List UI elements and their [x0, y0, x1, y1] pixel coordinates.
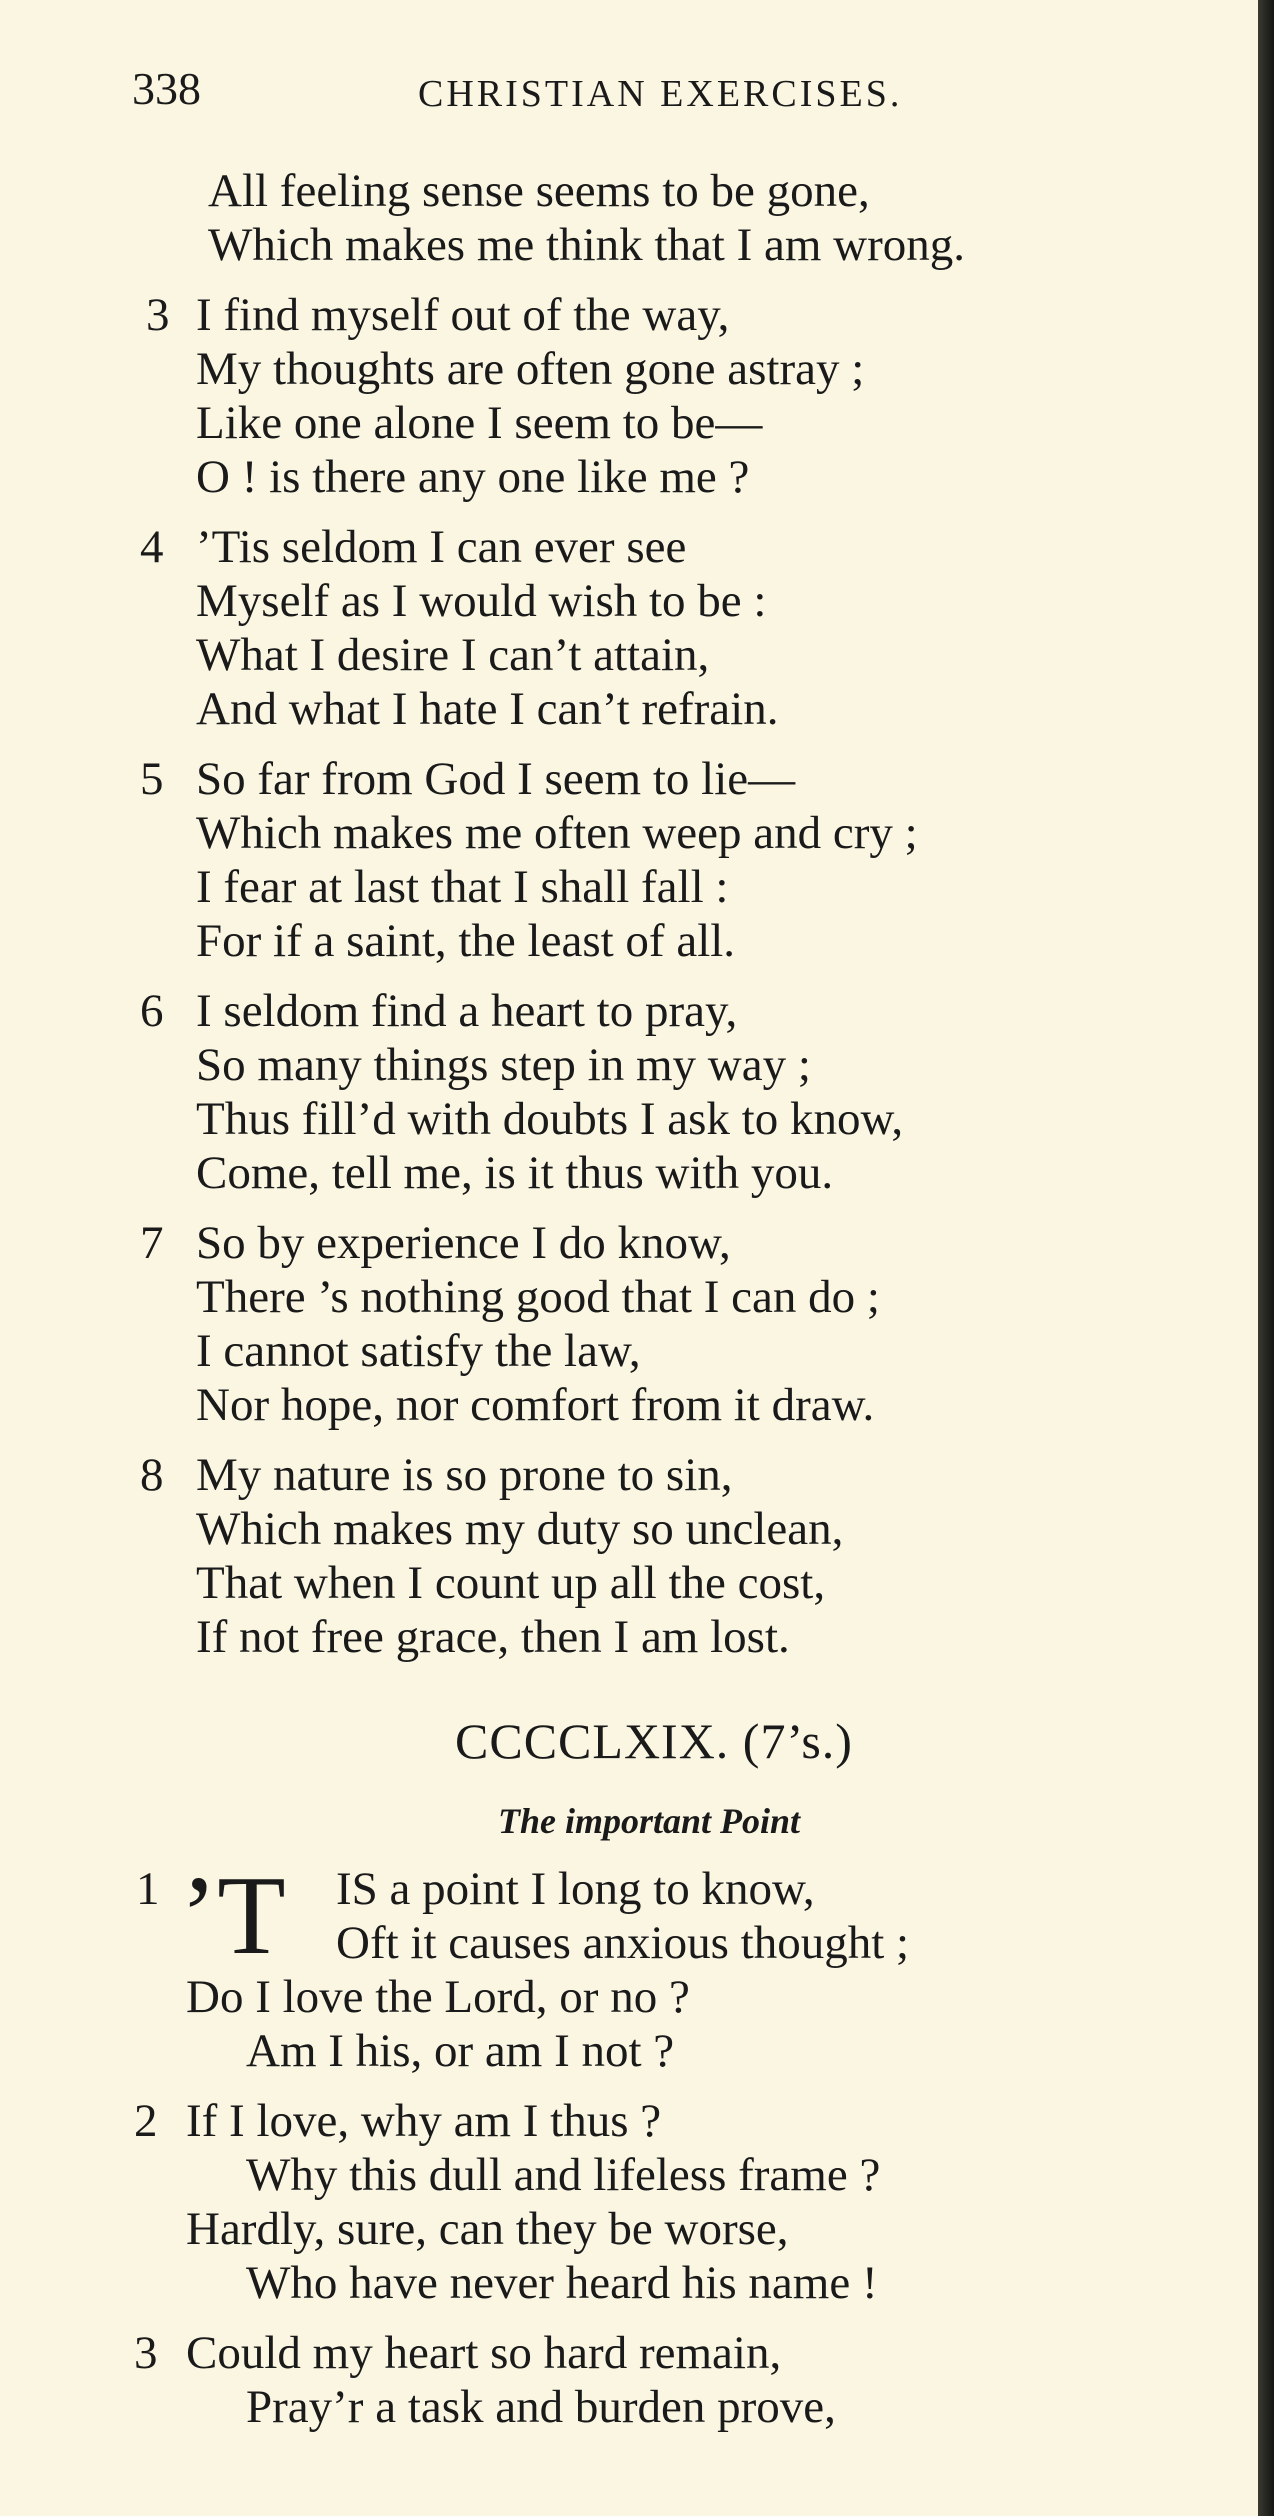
- verse-line: Nor hope, nor comfort from it draw.: [196, 1379, 875, 1431]
- stanza-number: 8: [140, 1449, 164, 1501]
- verse-line: And what I hate I can’t refrain.: [196, 683, 779, 735]
- page-number: 338: [132, 63, 201, 114]
- stanza-number: 6: [140, 985, 164, 1037]
- verse-line: So far from God I seem to lie—: [196, 753, 796, 805]
- verse-line: I fear at last that I shall fall :: [196, 861, 729, 913]
- verse-line: I cannot satisfy the law,: [196, 1325, 641, 1377]
- verse-line: Myself as I would wish to be :: [196, 575, 767, 627]
- stanza-number: 3: [134, 2327, 158, 2379]
- stanza-number: 4: [140, 521, 164, 573]
- drop-cap: ’T: [180, 1854, 286, 1978]
- verse-line: There ’s nothing good that I can do ;: [196, 1271, 880, 1323]
- verse-line: Could my heart so hard remain,: [186, 2327, 782, 2379]
- hymn-number: CCCCLXIX. (7’s.): [455, 1713, 853, 1769]
- stanza-number: 1: [136, 1863, 160, 1915]
- verse-line: Which makes my duty so unclean,: [196, 1503, 844, 1555]
- verse-line: What I desire I can’t attain,: [196, 629, 710, 681]
- verse-line: I find myself out of the way,: [196, 289, 730, 341]
- stanza-number: 3: [146, 289, 170, 341]
- hymn-subtitle: The important Point: [498, 1801, 801, 1841]
- verse-line: All feeling sense seems to be gone,: [208, 165, 870, 217]
- verse-line: Which makes me think that I am wrong.: [208, 219, 966, 271]
- verse-line: Why this dull and lifeless frame ?: [246, 2149, 881, 2201]
- verse-line: Come, tell me, is it thus with you.: [196, 1147, 834, 1199]
- verse-line: Hardly, sure, can they be worse,: [186, 2203, 789, 2255]
- verse-line: Who have never heard his name !: [246, 2257, 878, 2309]
- verse-line: So many things step in my way ;: [196, 1039, 811, 1091]
- verse-line: Am I his, or am I not ?: [246, 2025, 675, 2077]
- verse-line: Like one alone I seem to be—: [196, 397, 763, 449]
- page-edge-shadow: [1258, 0, 1274, 2516]
- verse-line: Thus fill’d with doubts I ask to know,: [196, 1093, 904, 1145]
- verse-line: For if a saint, the least of all.: [196, 915, 736, 967]
- verse-line: Pray’r a task and burden prove,: [246, 2381, 836, 2433]
- verse-line: Which makes me often weep and cry ;: [196, 807, 918, 859]
- stanza-number: 2: [134, 2095, 158, 2147]
- verse-line: IS a point I long to know,: [336, 1863, 815, 1915]
- verse-line: If not free grace, then I am lost.: [196, 1611, 790, 1663]
- verse-line: So by experience I do know,: [196, 1217, 731, 1269]
- running-head: CHRISTIAN EXERCISES.: [418, 73, 903, 115]
- verse-line: Do I love the Lord, or no ?: [186, 1971, 690, 2023]
- verse-line: ’Tis seldom I can ever see: [196, 521, 687, 573]
- verse-line: O ! is there any one like me ?: [196, 451, 750, 503]
- verse-line: If I love, why am I thus ?: [186, 2095, 662, 2147]
- verse-line: Oft it causes anxious thought ;: [336, 1917, 910, 1969]
- stanza-number: 7: [140, 1217, 164, 1269]
- verse-line: I seldom find a heart to pray,: [196, 985, 738, 1037]
- verse-line: My nature is so prone to sin,: [196, 1449, 733, 1501]
- verse-line: My thoughts are often gone astray ;: [196, 343, 865, 395]
- stanza-number: 5: [140, 753, 164, 805]
- verse-line: That when I count up all the cost,: [196, 1557, 826, 1609]
